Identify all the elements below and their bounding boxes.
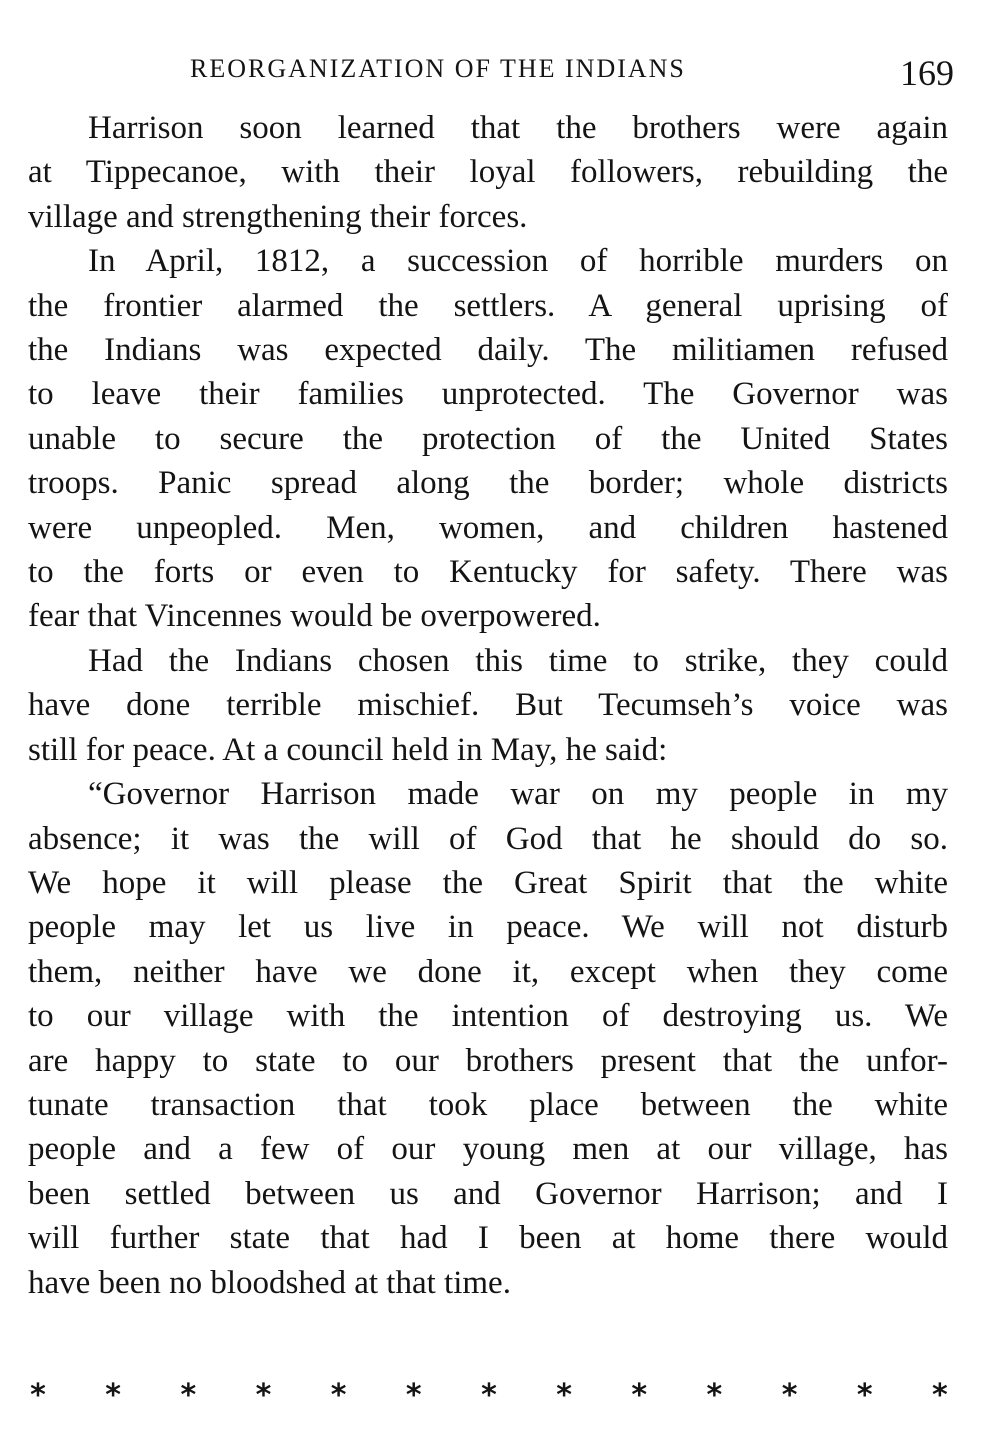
asterisk: * bbox=[781, 1378, 798, 1413]
text-line: people may let us live in peace. We will not disturb bbox=[28, 909, 948, 946]
text-line: at Tippecanoe, with their loyal followers, rebuilding the bbox=[28, 154, 948, 191]
text-line: the Indians was expected daily. The militiamen refused bbox=[28, 332, 948, 369]
paragraph bbox=[28, 239, 948, 639]
text-line: were unpeopled. Men, women, and children hastened bbox=[28, 509, 948, 546]
text-line: absence; it was the will of God that he should do so. bbox=[28, 820, 948, 857]
asterisk: * bbox=[255, 1378, 272, 1413]
asterisk: * bbox=[180, 1378, 197, 1413]
text-line: have done terrible mischief. But Tecumseh’s voice was bbox=[28, 687, 948, 724]
text-line: fear that Vincennes would be overpowered. bbox=[28, 598, 601, 635]
asterisk: * bbox=[856, 1378, 873, 1413]
text-line: Harrison soon learned that the brothers were again bbox=[88, 110, 948, 146]
text-line: people and a few of our young men at our village, has bbox=[28, 1131, 948, 1168]
page-number: 169 bbox=[900, 53, 954, 93]
section-separator bbox=[28, 1378, 950, 1413]
text-line: will further state that had I been at home there would bbox=[28, 1220, 948, 1257]
asterisk: * bbox=[105, 1378, 121, 1413]
paragraph bbox=[28, 106, 948, 239]
paragraph bbox=[28, 772, 948, 1305]
text-line: to the forts or even to Kentucky for safety. There was bbox=[28, 554, 948, 591]
text-line: them, neither have we done it, except when they come bbox=[28, 953, 948, 990]
asterisk: * bbox=[631, 1378, 648, 1413]
text-line: still for peace. At a council held in May, he said: bbox=[28, 731, 668, 768]
text-line: village and strengthening their forces. bbox=[28, 198, 528, 235]
asterisk: * bbox=[405, 1378, 422, 1413]
asterisk: * bbox=[481, 1378, 497, 1413]
text-line: are happy to state to our brothers present that the unfor- bbox=[28, 1042, 948, 1079]
book-page bbox=[28, 48, 954, 1413]
text-line: tunate transaction that took place between the white bbox=[28, 1086, 948, 1123]
text-line: the frontier alarmed the settlers. A general uprising of bbox=[28, 287, 948, 324]
paragraph bbox=[28, 639, 948, 772]
asterisk: * bbox=[706, 1378, 723, 1413]
asterisk: * bbox=[932, 1378, 948, 1413]
text-line: to our village with the intention of destroying us. We bbox=[28, 998, 948, 1035]
text-line: We hope it will please the Great Spirit that the white bbox=[28, 864, 948, 901]
text-line: unable to secure the protection of the United States bbox=[28, 420, 948, 457]
text-line: been settled between us and Governor Harrison; and I bbox=[28, 1175, 948, 1212]
page-header bbox=[28, 48, 954, 106]
text-line: to leave their families unprotected. The Governor was bbox=[28, 376, 948, 413]
text-line: In April, 1812, a succession of horrible murders on bbox=[88, 243, 948, 280]
asterisk: * bbox=[30, 1378, 46, 1413]
text-line: troops. Panic spread along the border; whole districts bbox=[28, 465, 948, 502]
body-text bbox=[28, 106, 948, 1305]
text-line: “Governor Harrison made war on my people in my bbox=[88, 776, 948, 813]
text-line: have been no bloodshed at that time. bbox=[28, 1264, 511, 1301]
text-line: Had the Indians chosen this time to strike, they could bbox=[88, 642, 948, 679]
asterisk: * bbox=[330, 1378, 347, 1413]
asterisk: * bbox=[556, 1378, 572, 1413]
running-title: REORGANIZATION OF THE INDIANS bbox=[190, 54, 686, 83]
